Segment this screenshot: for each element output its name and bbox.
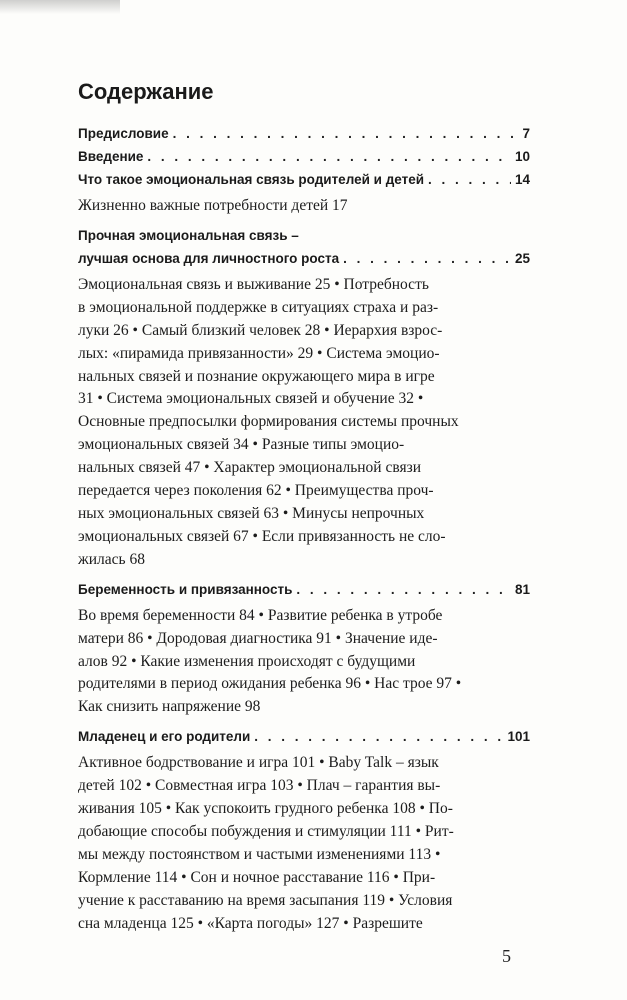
dot-leader	[147, 145, 511, 168]
page-number: 5	[502, 946, 511, 966]
subtopic-line: Основные предпосылки формирования системы прочных	[78, 413, 459, 431]
subtopic-line: нальных связей и познание окружающего мира в игре	[78, 367, 435, 385]
subtopic-line: Во время беременности 84 • Развитие ребенка в утробе	[78, 606, 443, 624]
toc-entry-pregnancy[interactable]	[78, 578, 530, 601]
scan-edge-shadow	[0, 0, 120, 14]
dot-leader	[254, 725, 503, 748]
toc-entry-page: 25	[514, 250, 530, 266]
toc-entry-infant[interactable]	[78, 725, 530, 748]
toc-entry-page: 10	[514, 149, 530, 164]
subtopic-line: нальных связей 47 • Характер эмоциональной связи	[78, 459, 422, 477]
subtopic-line: учение к расставанию на время засыпания 119 • Условия	[78, 891, 453, 909]
subtopic-line: Кормление 114 • Сон и ночное расставание 116 • При-	[78, 868, 436, 886]
subtopic-line: сна младенца 125 • «Карта погоды» 127 • Разрешите	[78, 914, 423, 932]
toc-subtopics	[78, 274, 530, 572]
dot-leader	[428, 168, 511, 191]
dot-leader	[173, 122, 519, 145]
subtopic-line: Активное бодрствование и игра 101 • Baby Talk – язык	[78, 754, 439, 772]
subtopic-line: передается через поколения 62 • Преимущества проч-	[78, 482, 434, 500]
toc-entry-title: Беременность и привязанность	[78, 581, 293, 597]
subtopic-line: родителями в период ожидания ребенка 96 • Нас трое 97 •	[78, 675, 462, 693]
subtopic-line: матери 86 • Дородовая диагностика 91 • Значение иде-	[78, 629, 438, 647]
subtopic-line: эмоциональных связей 67 • Если привязанность не сло-	[78, 527, 446, 545]
subtopic-line: луки 26 • Самый близкий человек 28 • Иерархия взрос-	[78, 321, 443, 339]
toc-entry-title: Что такое эмоциональная связь родителей и детей	[78, 172, 425, 187]
toc-entry-emotional-bond[interactable]	[78, 168, 530, 191]
toc-subtopics	[78, 752, 530, 935]
dot-leader	[343, 247, 511, 270]
subtopic-line: лых: «пирамида привязанности» 29 • Система эмоцио-	[78, 344, 440, 362]
subtopic-line: в эмоциональной поддержке в ситуациях страха и раз-	[78, 298, 439, 316]
toc-entry-page: 81	[514, 581, 530, 597]
toc-entry-title-line[interactable]: Прочная эмоциональная связь –	[78, 227, 299, 243]
toc-entry-page: 101	[507, 729, 530, 745]
subtopic-line: жилась 68	[78, 550, 145, 568]
subtopic-line: Жизненно важные потребности детей 17	[78, 197, 348, 214]
subtopic-line: детей 102 • Совместная игра 103 • Плач – гарантия вы-	[78, 777, 441, 795]
dot-leader	[296, 578, 511, 601]
subtopic-line: эмоциональных связей 34 • Разные типы эмоцио-	[78, 436, 405, 454]
toc-subtopics	[78, 605, 530, 720]
subtopic-line: добающие способы побуждения и стимуляции 111 • Рит-	[78, 822, 454, 840]
toc-entry-strong-bond[interactable]	[78, 247, 530, 270]
subtopic-line: алов 92 • Какие изменения происходят с будущими	[78, 652, 416, 670]
subtopic-line: ных эмоциональных связей 63 • Минусы непрочных	[78, 504, 425, 522]
toc-entry-introduction[interactable]	[78, 145, 530, 168]
toc-entry-title: Предисловие	[78, 126, 169, 141]
toc-entry-title: Младенец и его родители	[78, 729, 251, 745]
toc-entry-page: 7	[522, 126, 530, 141]
toc-entry-title: Введение	[78, 149, 144, 164]
subtopic-line: мы между постоянством и частыми изменениями 113 •	[78, 845, 441, 863]
subtopic-line: Как снизить напряжение 98	[78, 698, 261, 716]
subtopic-line: 31 • Система эмоциональных связей и обучение 32 •	[78, 390, 424, 408]
toc-entry-preface[interactable]	[78, 122, 530, 145]
subtopic-line: живания 105 • Как успокоить грудного ребенка 108 • По-	[78, 800, 453, 818]
toc-entry-page: 14	[514, 172, 530, 187]
toc-subtopics	[78, 195, 530, 218]
page-title: Содержание	[78, 79, 214, 104]
subtopic-line: Эмоциональная связь и выживание 25 • Потребность	[78, 275, 429, 293]
toc-entry-title: лучшая основа для личностного роста	[78, 250, 340, 266]
table-of-contents	[78, 122, 530, 941]
